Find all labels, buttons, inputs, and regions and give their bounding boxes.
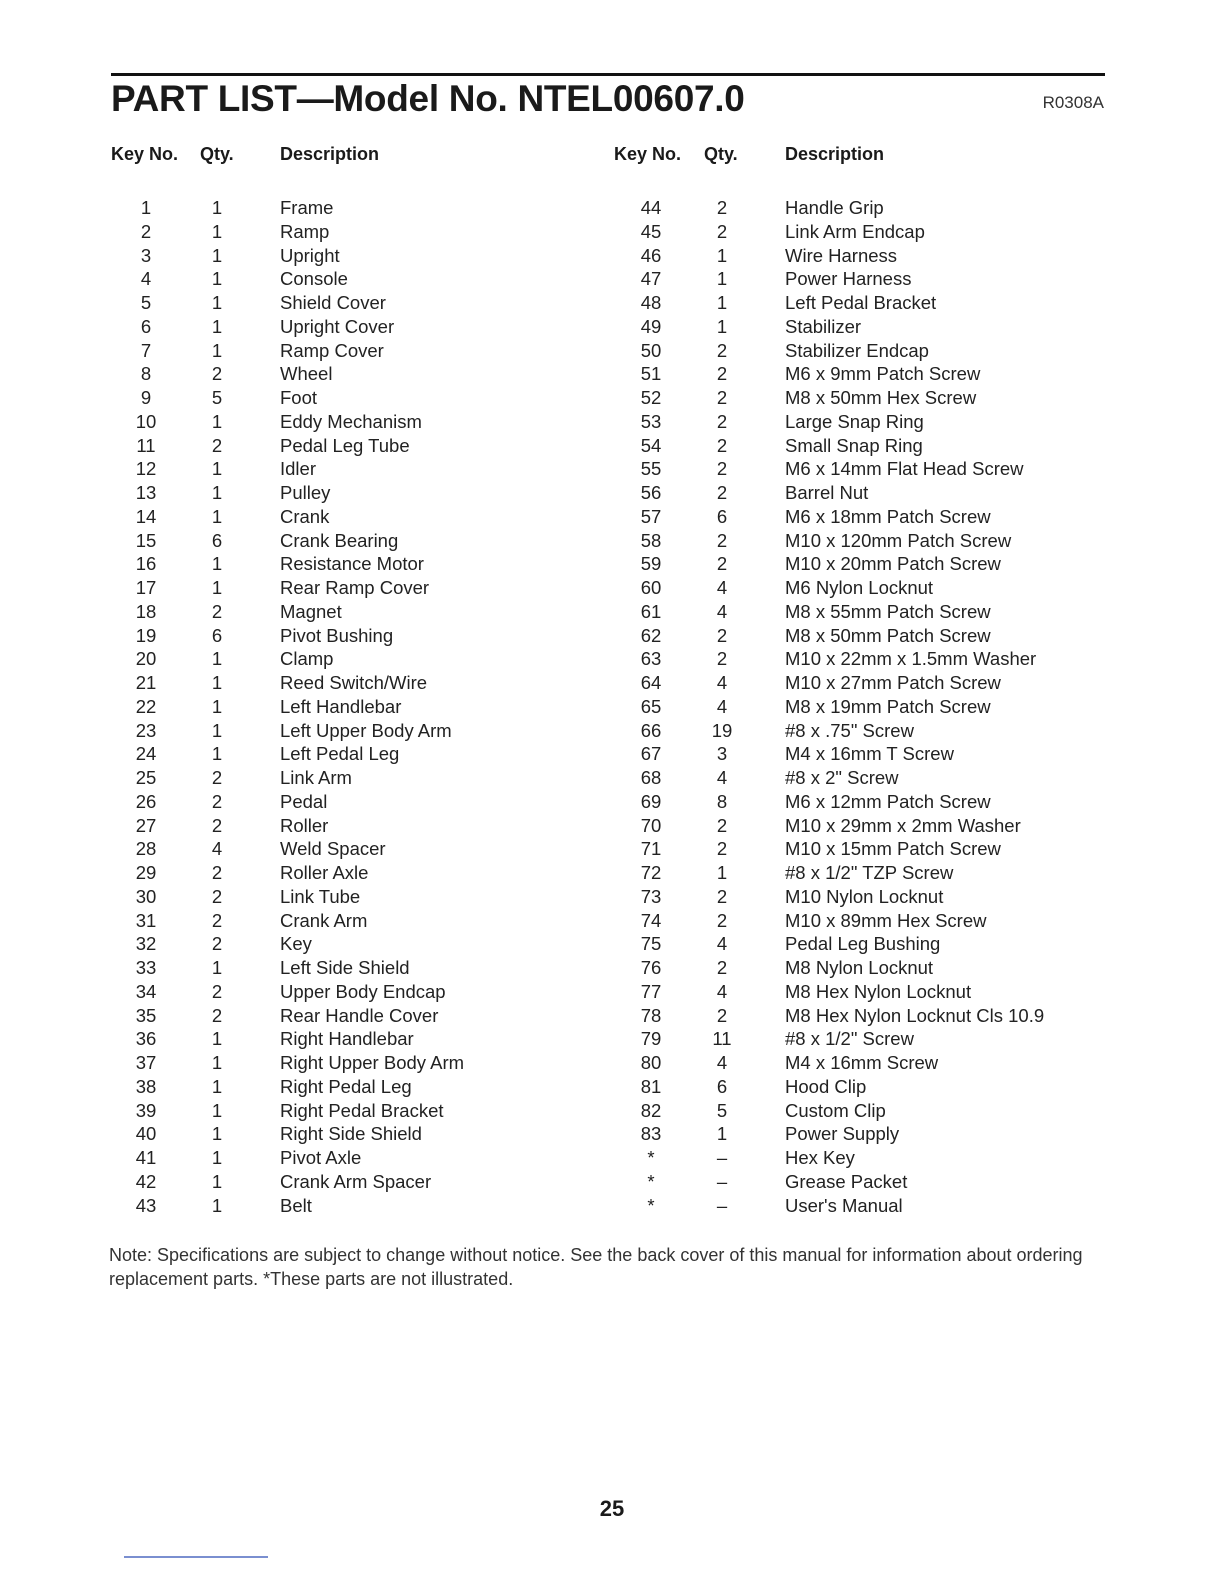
part-description: Roller [280, 814, 329, 836]
part-description: Pedal Leg Bushing [785, 933, 941, 955]
part-key-number: 65 [640, 695, 662, 717]
part-description: Right Pedal Leg [280, 1075, 412, 1097]
part-key-number: 39 [135, 1099, 157, 1121]
part-description: Upright Cover [280, 315, 395, 337]
part-key-number: 82 [640, 1099, 662, 1121]
part-quantity: 1 [211, 339, 223, 361]
part-key-number: 41 [135, 1147, 157, 1168]
part-key-number: 12 [135, 458, 157, 480]
page-number: 25 [599, 1496, 625, 1521]
part-key-number: 15 [135, 529, 157, 551]
part-key-number: 20 [135, 648, 157, 670]
part-key-number: 46 [640, 244, 662, 266]
part-quantity: 4 [716, 600, 728, 622]
part-description: M8 Hex Nylon Locknut [785, 980, 972, 1002]
part-quantity: 2 [716, 885, 728, 907]
part-quantity: 1 [211, 672, 223, 693]
part-quantity: 2 [211, 767, 223, 788]
part-key-number: 79 [640, 1028, 662, 1050]
part-description: Small Snap Ring [785, 434, 923, 456]
part-quantity: 2 [211, 363, 223, 385]
part-description: M8 Nylon Locknut [785, 957, 934, 978]
part-description: M10 x 22mm x 1.5mm Washer [785, 648, 1037, 670]
part-description: M10 Nylon Locknut [785, 885, 944, 907]
part-key-number: 10 [135, 410, 157, 432]
part-description: Power Supply [785, 1123, 900, 1145]
part-key-number: 45 [640, 220, 662, 242]
part-quantity: 2 [211, 909, 223, 931]
part-key-number: 13 [135, 482, 157, 503]
part-key-number: 26 [135, 790, 157, 812]
part-description: Ramp Cover [280, 339, 384, 361]
part-quantity: 2 [716, 197, 728, 218]
part-quantity: 1 [211, 577, 223, 598]
part-quantity: 2 [716, 553, 728, 575]
part-key-number: 58 [640, 529, 662, 551]
part-key-number: 80 [640, 1052, 662, 1073]
part-description: Reed Switch/Wire [280, 672, 428, 693]
part-key-number: 81 [640, 1075, 662, 1097]
part-quantity: 1 [211, 410, 223, 432]
part-quantity: 1 [211, 1123, 223, 1145]
title-rule [111, 73, 1105, 76]
part-key-number: 71 [640, 838, 662, 860]
part-description: Stabilizer Endcap [785, 339, 929, 361]
part-description: Crank Arm Spacer [280, 1170, 432, 1192]
part-description: Left Pedal Bracket [785, 292, 937, 313]
part-key-number: 69 [640, 790, 662, 812]
part-quantity: 2 [211, 862, 223, 883]
part-description: Resistance Motor [280, 553, 424, 575]
part-key-number: 7 [140, 339, 152, 361]
part-description: Left Upper Body Arm [280, 719, 452, 741]
part-quantity: 1 [211, 553, 223, 575]
left-header-key: Key No. [111, 144, 179, 164]
part-quantity: 4 [716, 672, 728, 693]
part-quantity: 1 [716, 292, 728, 313]
part-key-number: 77 [640, 980, 662, 1002]
part-key-number: 17 [135, 577, 157, 598]
part-description: Ramp [280, 220, 330, 242]
part-quantity: 1 [211, 244, 223, 266]
part-description: Pedal Leg Tube [280, 434, 410, 456]
part-quantity: 2 [716, 458, 728, 480]
right-header-key: Key No. [614, 144, 682, 164]
part-quantity: 2 [716, 957, 728, 978]
part-description: Wheel [280, 363, 333, 385]
footer-line [124, 1556, 268, 1558]
part-key-number: 33 [135, 957, 157, 978]
part-description: Clamp [280, 648, 334, 670]
part-key-number: 78 [640, 1004, 662, 1026]
part-quantity: 2 [716, 838, 728, 860]
part-description: Left Handlebar [280, 695, 402, 717]
document-code: R0308A [1042, 93, 1104, 112]
part-quantity: 2 [716, 220, 728, 242]
part-description: Power Harness [785, 268, 912, 290]
part-key-number: 38 [135, 1075, 157, 1097]
part-key-number: 14 [135, 505, 157, 527]
part-description: Right Handlebar [280, 1028, 414, 1050]
part-quantity: 1 [211, 505, 223, 527]
part-quantity: 4 [716, 1052, 728, 1073]
part-description: Shield Cover [280, 292, 386, 313]
part-description: M6 x 14mm Flat Head Screw [785, 458, 1024, 480]
part-description: Right Pedal Bracket [280, 1099, 444, 1121]
part-key-number: * [647, 1194, 655, 1216]
part-quantity: 6 [211, 529, 223, 551]
right-header-qty: Qty. [704, 144, 738, 164]
part-description: Custom Clip [785, 1099, 886, 1121]
part-quantity: 3 [716, 743, 728, 765]
part-description: M8 Hex Nylon Locknut Cls 10.9 [785, 1004, 1045, 1026]
part-quantity: 2 [716, 909, 728, 931]
part-quantity: 1 [716, 862, 728, 883]
part-key-number: 67 [640, 743, 662, 765]
part-description: Upright [280, 244, 340, 266]
part-quantity: 2 [716, 648, 728, 670]
part-description: #8 x 1/2" TZP Screw [785, 862, 954, 883]
part-quantity: 4 [716, 695, 728, 717]
part-quantity: 1 [716, 244, 728, 266]
part-description: Crank Bearing [280, 529, 399, 551]
part-quantity: 2 [211, 600, 223, 622]
part-key-number: 52 [640, 387, 662, 408]
part-key-number: 2 [140, 220, 152, 242]
part-key-number: 31 [135, 909, 157, 931]
part-key-number: 64 [640, 672, 662, 693]
part-description: Crank [280, 505, 330, 527]
part-description: M4 x 16mm T Screw [785, 743, 954, 765]
part-key-number: 70 [640, 814, 662, 836]
part-key-number: 61 [640, 600, 662, 622]
part-key-number: 53 [640, 410, 662, 432]
part-key-number: 27 [135, 814, 157, 836]
part-key-number: 5 [140, 292, 152, 313]
part-key-number: 1 [140, 197, 152, 218]
part-quantity: – [716, 1170, 728, 1192]
part-key-number: 21 [135, 672, 157, 693]
part-quantity: 1 [211, 197, 223, 218]
part-key-number: 55 [640, 458, 662, 480]
part-key-number: 74 [640, 909, 662, 931]
part-key-number: 16 [135, 553, 157, 575]
part-description: Left Side Shield [280, 957, 410, 978]
part-description: M8 x 55mm Patch Screw [785, 600, 991, 622]
part-description: M6 x 18mm Patch Screw [785, 505, 991, 527]
part-key-number: 25 [135, 767, 157, 788]
part-key-number: 22 [135, 695, 157, 717]
part-quantity: 1 [211, 1099, 223, 1121]
part-description: M8 x 50mm Patch Screw [785, 624, 991, 646]
part-key-number: 66 [640, 719, 662, 741]
part-quantity: 2 [211, 434, 223, 456]
part-quantity: 6 [211, 624, 223, 646]
part-quantity: 4 [716, 767, 728, 788]
part-description: M10 x 120mm Patch Screw [785, 529, 1012, 551]
part-key-number: 11 [136, 434, 156, 456]
part-description: #8 x .75" Screw [785, 719, 914, 741]
part-quantity: 1 [211, 220, 223, 242]
part-description: Large Snap Ring [785, 410, 924, 432]
part-quantity: 4 [211, 838, 223, 860]
part-key-number: 30 [135, 885, 157, 907]
part-description: Pivot Axle [280, 1147, 362, 1168]
part-key-number: 9 [140, 387, 152, 408]
part-quantity: 2 [716, 410, 728, 432]
part-key-number: 73 [640, 885, 662, 907]
part-quantity: 4 [716, 577, 728, 598]
part-description: Belt [280, 1194, 312, 1216]
part-description: Frame [280, 197, 334, 218]
part-quantity: 1 [211, 648, 223, 670]
part-quantity: 6 [716, 1075, 728, 1097]
part-quantity: – [716, 1147, 728, 1168]
part-key-number: 29 [135, 862, 157, 883]
part-description: M10 x 20mm Patch Screw [785, 553, 1001, 575]
part-description: Pivot Bushing [280, 624, 394, 646]
left-header-description: Description [280, 144, 380, 164]
part-quantity: – [716, 1194, 728, 1216]
part-quantity: 1 [716, 315, 728, 337]
part-description: Link Arm [280, 767, 352, 788]
part-description: Crank Arm [280, 909, 368, 931]
part-quantity: 1 [211, 482, 223, 503]
part-description: Roller Axle [280, 862, 369, 883]
part-description: M4 x 16mm Screw [785, 1052, 939, 1073]
part-description: Pulley [280, 482, 331, 503]
part-quantity: 1 [211, 1075, 223, 1097]
part-quantity: 2 [211, 980, 223, 1002]
part-description: Right Upper Body Arm [280, 1052, 465, 1073]
part-description: M10 x 29mm x 2mm Washer [785, 814, 1021, 836]
part-description: Handle Grip [785, 197, 884, 218]
part-quantity: 2 [211, 933, 223, 955]
part-key-number: * [647, 1170, 655, 1192]
part-description: M8 x 50mm Hex Screw [785, 387, 977, 408]
part-description: Pedal [280, 790, 328, 812]
part-quantity: 2 [716, 814, 728, 836]
part-quantity: 2 [716, 434, 728, 456]
part-key-number: 57 [640, 505, 662, 527]
part-description: M10 x 89mm Hex Screw [785, 909, 987, 931]
part-quantity: 8 [716, 790, 728, 812]
part-quantity: 1 [211, 1170, 223, 1192]
part-key-number: 51 [640, 363, 662, 385]
part-quantity: 2 [211, 885, 223, 907]
part-key-number: * [647, 1147, 655, 1168]
part-key-number: 6 [140, 315, 152, 337]
part-description: Link Arm Endcap [785, 220, 925, 242]
part-quantity: 1 [211, 268, 223, 290]
part-key-number: 4 [140, 268, 152, 290]
part-quantity: 1 [211, 1147, 223, 1168]
part-quantity: 19 [711, 719, 733, 741]
part-key-number: 47 [640, 268, 662, 290]
part-description: Magnet [280, 600, 342, 622]
part-key-number: 34 [135, 980, 157, 1002]
part-key-number: 63 [640, 648, 662, 670]
part-description: Eddy Mechanism [280, 410, 422, 432]
part-quantity: 2 [716, 482, 728, 503]
part-description: Hex Key [785, 1147, 855, 1168]
part-quantity: 1 [211, 458, 223, 480]
part-description: M10 x 27mm Patch Screw [785, 672, 1001, 693]
part-description: Upper Body Endcap [280, 980, 446, 1002]
part-key-number: 35 [135, 1004, 157, 1026]
part-description: M6 x 12mm Patch Screw [785, 790, 991, 812]
part-quantity: 2 [211, 1004, 223, 1026]
part-quantity: 1 [211, 957, 223, 978]
part-description: M8 x 19mm Patch Screw [785, 695, 991, 717]
part-description: Foot [280, 387, 318, 408]
part-key-number: 40 [135, 1123, 157, 1145]
part-quantity: 2 [716, 1004, 728, 1026]
part-quantity: 1 [211, 292, 223, 313]
part-description: Wire Harness [785, 244, 898, 266]
right-header-description: Description [785, 144, 885, 164]
part-description: Hood Clip [785, 1075, 867, 1097]
part-key-number: 18 [135, 600, 157, 622]
part-quantity: 1 [211, 695, 223, 717]
part-description: User's Manual [785, 1194, 903, 1216]
part-key-number: 72 [640, 862, 662, 883]
part-quantity: 2 [716, 387, 728, 408]
part-quantity: 4 [716, 980, 728, 1002]
part-description: M10 x 15mm Patch Screw [785, 838, 1001, 860]
part-quantity: 2 [211, 814, 223, 836]
part-key-number: 49 [640, 315, 662, 337]
part-key-number: 37 [135, 1052, 157, 1073]
part-description: Key [280, 933, 312, 955]
part-key-number: 76 [640, 957, 662, 978]
part-description: Console [280, 268, 348, 290]
part-key-number: 50 [640, 339, 662, 361]
part-quantity: 1 [211, 1028, 223, 1050]
part-description: #8 x 2" Screw [785, 767, 899, 788]
part-key-number: 43 [135, 1194, 157, 1216]
part-key-number: 19 [135, 624, 157, 646]
part-quantity: 2 [716, 529, 728, 551]
part-description: Barrel Nut [785, 482, 869, 503]
part-quantity: 5 [211, 387, 223, 408]
part-description: Stabilizer [785, 315, 862, 337]
part-key-number: 83 [640, 1123, 662, 1145]
part-key-number: 60 [640, 577, 662, 598]
part-quantity: 1 [211, 315, 223, 337]
part-description: #8 x 1/2" Screw [785, 1028, 914, 1050]
part-quantity: 2 [716, 363, 728, 385]
part-quantity: 1 [211, 743, 223, 765]
part-quantity: 1 [211, 719, 223, 741]
part-quantity: 5 [716, 1099, 728, 1121]
part-key-number: 54 [640, 434, 662, 456]
part-key-number: 28 [135, 838, 157, 860]
part-key-number: 24 [135, 743, 157, 765]
part-description: Rear Handle Cover [280, 1004, 439, 1026]
part-key-number: 56 [640, 482, 662, 503]
part-description: Rear Ramp Cover [280, 577, 430, 598]
part-key-number: 62 [640, 624, 662, 646]
part-key-number: 32 [135, 933, 157, 955]
part-key-number: 8 [140, 363, 152, 385]
part-description: Weld Spacer [280, 838, 386, 860]
part-key-number: 42 [135, 1170, 157, 1192]
part-quantity: 1 [716, 268, 728, 290]
part-quantity: 1 [716, 1123, 728, 1145]
part-description: Right Side Shield [280, 1123, 422, 1145]
part-quantity: 11 [712, 1028, 732, 1050]
part-key-number: 68 [640, 767, 662, 788]
part-key-number: 3 [140, 244, 152, 266]
part-quantity: 6 [716, 505, 728, 527]
part-quantity: 4 [716, 933, 728, 955]
part-quantity: 2 [716, 339, 728, 361]
part-description: M6 Nylon Locknut [785, 577, 934, 598]
part-key-number: 48 [640, 292, 662, 313]
page-title: PART LIST—Model No. NTEL00607.0 [111, 78, 745, 119]
part-description: Link Tube [280, 885, 361, 907]
part-key-number: 75 [640, 933, 662, 955]
part-key-number: 44 [640, 197, 662, 218]
part-description: Left Pedal Leg [280, 743, 400, 765]
part-key-number: 59 [640, 553, 662, 575]
part-quantity: 2 [211, 790, 223, 812]
part-key-number: 23 [135, 719, 157, 741]
part-description: Idler [280, 458, 316, 480]
part-description: M6 x 9mm Patch Screw [785, 363, 981, 385]
part-description: Grease Packet [785, 1170, 908, 1192]
note-text: Note: Specifications are subject to change without notice. See the back cover of this manual for information about ordering replacement parts. *These parts are not illustrated. [109, 1245, 1083, 1289]
part-quantity: 1 [211, 1052, 223, 1073]
left-header-qty: Qty. [200, 144, 234, 164]
part-key-number: 36 [135, 1028, 157, 1050]
part-quantity: 1 [211, 1194, 223, 1216]
part-quantity: 2 [716, 624, 728, 646]
